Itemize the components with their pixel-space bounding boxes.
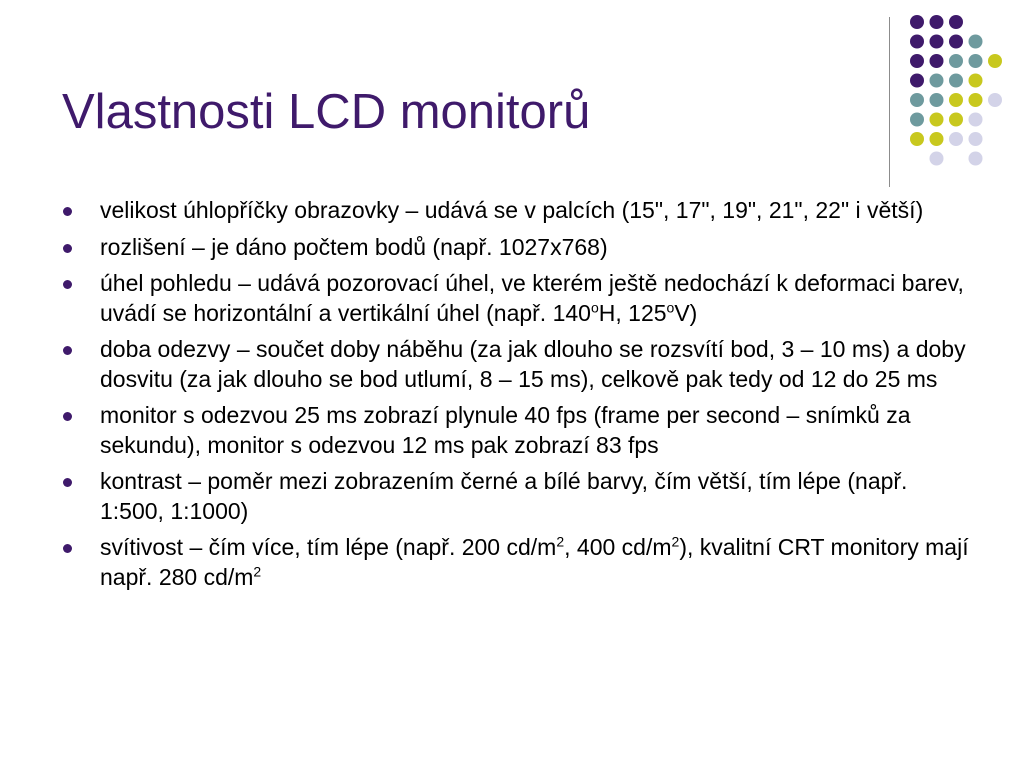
text-run: rozlišení – je dáno počtem bodů (např. 1027x768)	[100, 233, 608, 260]
decorative-dot	[930, 132, 944, 146]
bullet-text	[100, 234, 608, 260]
bullet-text	[100, 270, 964, 326]
decorative-dot	[910, 15, 924, 29]
decorative-dot	[969, 54, 983, 68]
text-run: ), kvalitní CRT monitory mají např. 280 cd/m	[100, 534, 969, 590]
bullet-text	[100, 197, 923, 223]
decorative-dot	[910, 93, 924, 107]
bullet-text	[100, 468, 907, 524]
decorative-dot	[930, 152, 944, 166]
text-run: , 400 cd/m	[564, 534, 672, 560]
decorative-dot	[969, 152, 983, 166]
decorative-dot	[910, 113, 924, 127]
decorative-dot	[969, 74, 983, 88]
bullet-item	[60, 196, 970, 226]
text-run: velikost úhlopříčky obrazovky – udává se v palcích (15", 17", 19", 21", 22" i větší)	[100, 197, 924, 223]
decorative-dot	[969, 93, 983, 107]
bullet-item	[60, 335, 970, 394]
decorative-dot	[930, 74, 944, 88]
decorative-dot	[969, 132, 983, 146]
text-run: V)	[674, 299, 698, 326]
decorative-dot	[930, 93, 944, 107]
text-run: monitor s odezvou 25 ms zobrazí plynule 40 fps (frame per second – snímků za sekundu), monitor s odezvou 12 ms pak zobrazí 83 fps	[100, 402, 911, 458]
bullet-item	[60, 467, 970, 526]
decorative-dot	[949, 113, 963, 127]
decorative-dot	[969, 113, 983, 127]
decorative-dot	[969, 35, 983, 49]
superscript: o	[590, 298, 599, 315]
decorative-dot	[949, 132, 963, 146]
text-run: kontrast – poměr mezi zobrazením černé a bílé barvy, čím větší, tím lépe (např. 1:500, 1:1000)	[100, 468, 908, 524]
bullet-text	[100, 336, 966, 392]
text-run: úhel pohledu – udává pozorovací úhel, ve kterém ještě nedochází k deformaci barev, uvádí se horizontální a vertikální úhel (např. 140	[100, 270, 964, 326]
decorative-dot	[910, 35, 924, 49]
bullet-dot-icon	[63, 207, 72, 216]
decorative-dot	[910, 54, 924, 68]
bullet-item	[60, 269, 970, 328]
bullet-text	[100, 402, 911, 458]
bullet-item	[60, 401, 970, 460]
bullet-list	[60, 196, 970, 599]
superscript: 2	[556, 533, 565, 550]
decorative-dot	[910, 74, 924, 88]
decorative-dot	[930, 15, 944, 29]
superscript: o	[666, 298, 675, 315]
text-run: svítivost – čím více, tím lépe (např. 200 cd/m	[100, 534, 557, 560]
decorative-dot	[949, 54, 963, 68]
decorative-dot	[930, 54, 944, 68]
decorative-dot	[910, 132, 924, 146]
decorative-dot	[949, 74, 963, 88]
decorative-dot	[949, 35, 963, 49]
bullet-text	[100, 534, 969, 590]
bullet-dot-icon	[63, 280, 72, 289]
bullet-dot-icon	[63, 412, 72, 421]
vertical-divider	[889, 17, 890, 187]
decorative-dot	[988, 93, 1002, 107]
decorative-dot	[988, 54, 1002, 68]
bullet-dot-icon	[63, 346, 72, 355]
decorative-dot	[930, 113, 944, 127]
superscript: 2	[671, 533, 680, 550]
decorative-dot	[949, 93, 963, 107]
decorative-dot	[930, 35, 944, 49]
slide-title: Vlastnosti LCD monitorů	[62, 85, 591, 139]
bullet-dot-icon	[63, 544, 72, 553]
bullet-item	[60, 233, 970, 263]
text-run: doba odezvy – součet doby náběhu (za jak dlouho se rozsvítí bod, 3 – 10 ms) a doby dosvitu (za jak dlouho se bod utlumí, 8 – 15 ms), celkově pak tedy od 12 do 25 ms	[100, 336, 966, 392]
text-run: H, 125	[598, 299, 667, 326]
superscript: 2	[253, 562, 262, 579]
bullet-dot-icon	[63, 244, 72, 253]
bullet-dot-icon	[63, 478, 72, 487]
bullet-item	[60, 533, 970, 592]
decorative-dot	[949, 15, 963, 29]
